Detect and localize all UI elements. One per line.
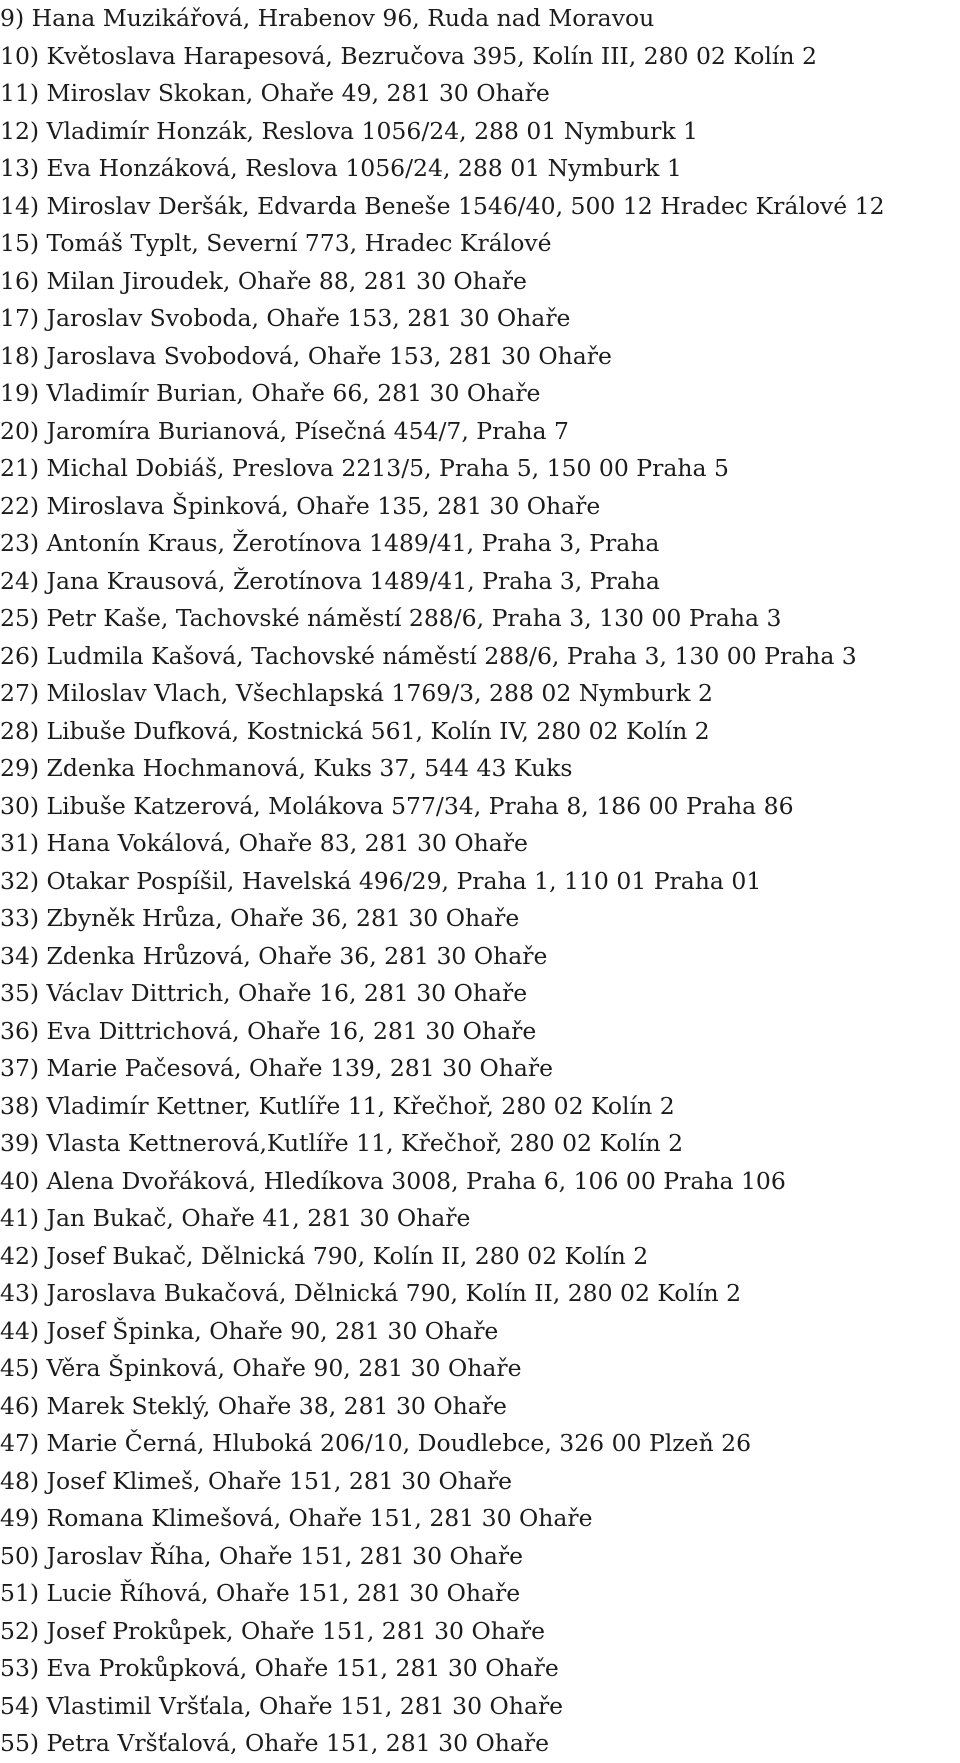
list-item: 47) Marie Černá, Hluboká 206/10, Doudlebce, 326 00 Plzeň 26 [0,1429,752,1457]
list-item: 29) Zdenka Hochmanová, Kuks 37, 544 43 Kuks [0,754,573,782]
list-item: 28) Libuše Dufková, Kostnická 561, Kolín IV, 280 02 Kolín 2 [0,716,710,745]
list-item: 12) Vladimír Honzák, Reslova 1056/24, 288 01 Nymburk 1 [0,116,698,145]
list-item: 39) Vlasta Kettnerová,Kutlíře 11, Křečhoř, 280 02 Kolín 2 [0,1129,684,1157]
list-item: 23) Antonín Kraus, Žerotínova 1489/41, Praha 3, Praha [0,529,660,557]
list-item: 9) Hana Muzikářová, Hrabenov 96, Ruda nad Moravou [0,4,655,32]
list-item: 17) Jaroslav Svoboda, Ohaře 153, 281 30 Ohaře [0,304,571,332]
list-item: 34) Zdenka Hrůzová, Ohaře 36, 281 30 Ohaře [0,941,548,970]
list-item: 11) Miroslav Skokan, Ohaře 49, 281 30 Ohaře [0,79,550,107]
list-item: 22) Miroslava Špinková, Ohaře 135, 281 30 Ohaře [0,491,601,520]
list-item: 48) Josef Klimeš, Ohaře 151, 281 30 Ohaře [0,1466,513,1495]
list-item: 31) Hana Vokálová, Ohaře 83, 281 30 Ohaře [0,829,528,857]
list-item: 45) Věra Špinková, Ohaře 90, 281 30 Ohaře [0,1354,522,1382]
list-item: 52) Josef Prokůpek, Ohaře 151, 281 30 Ohaře [0,1616,546,1645]
list-item: 10) Květoslava Harapesová, Bezručova 395, Kolín III, 280 02 Kolín 2 [0,41,817,70]
list-item: 49) Romana Klimešová, Ohaře 151, 281 30 Ohaře [0,1504,593,1532]
list-item: 38) Vladimír Kettner, Kutlíře 11, Křečhoř, 280 02 Kolín 2 [0,1091,675,1120]
list-item: 19) Vladimír Burian, Ohaře 66, 281 30 Ohaře [0,379,541,407]
list-item: 42) Josef Bukač, Dělnická 790, Kolín II, 280 02 Kolín 2 [0,1241,649,1270]
list-item: 37) Marie Pačesová, Ohaře 139, 281 30 Ohaře [0,1054,554,1082]
list-item: 26) Ludmila Kašová, Tachovské náměstí 288/6, Praha 3, 130 00 Praha 3 [0,641,857,670]
list-item: 24) Jana Krausová, Žerotínova 1489/41, Praha 3, Praha [0,566,660,595]
list-item: 16) Milan Jiroudek, Ohaře 88, 281 30 Ohaře [0,266,527,295]
list-item: 35) Václav Dittrich, Ohaře 16, 281 30 Ohaře [0,979,528,1007]
list-item: 54) Vlastimil Vršťala, Ohaře 151, 281 30 Ohaře [0,1691,564,1720]
list-item: 36) Eva Dittrichová, Ohaře 16, 281 30 Ohaře [0,1016,537,1045]
list-item: 20) Jaromíra Burianová, Písečná 454/7, Praha 7 [0,416,569,445]
list-item: 51) Lucie Říhová, Ohaře 151, 281 30 Ohaře [0,1579,521,1607]
list-item: 33) Zbyněk Hrůza, Ohaře 36, 281 30 Ohaře [0,904,520,932]
list-item: 15) Tomáš Typlt, Severní 773, Hradec Králové [0,229,552,257]
list-item: 30) Libuše Katzerová, Molákova 577/34, Praha 8, 186 00 Praha 86 [0,791,794,820]
list-item: 43) Jaroslava Bukačová, Dělnická 790, Kolín II, 280 02 Kolín 2 [0,1279,742,1307]
list-item: 21) Michal Dobiáš, Preslova 2213/5, Praha 5, 150 00 Praha 5 [0,454,729,482]
list-item: 41) Jan Bukač, Ohaře 41, 281 30 Ohaře [0,1204,471,1232]
list-item: 32) Otakar Pospíšil, Havelská 496/29, Praha 1, 110 01 Praha 01 [0,866,762,895]
list-item: 40) Alena Dvořáková, Hledíkova 3008, Praha 6, 106 00 Praha 106 [0,1166,786,1195]
list-item: 44) Josef Špinka, Ohaře 90, 281 30 Ohaře [0,1316,499,1345]
list-item: 13) Eva Honzáková, Reslova 1056/24, 288 01 Nymburk 1 [0,154,682,182]
list-item: 53) Eva Prokůpková, Ohaře 151, 281 30 Ohaře [0,1654,559,1682]
list-item: 55) Petra Vršťalová, Ohaře 151, 281 30 Ohaře [0,1729,550,1757]
list-item: 14) Miroslav Deršák, Edvarda Beneše 1546/40, 500 12 Hradec Králové 12 [0,191,885,220]
list-item: 18) Jaroslava Svobodová, Ohaře 153, 281 30 Ohaře [0,341,612,370]
list-item: 46) Marek Steklý, Ohaře 38, 281 30 Ohaře [0,1391,507,1420]
list-item: 25) Petr Kaše, Tachovské náměstí 288/6, Praha 3, 130 00 Praha 3 [0,604,782,632]
list-item: 27) Miloslav Vlach, Všechlapská 1769/3, 288 02 Nymburk 2 [0,679,713,707]
list-item: 50) Jaroslav Říha, Ohaře 151, 281 30 Ohaře [0,1541,524,1570]
